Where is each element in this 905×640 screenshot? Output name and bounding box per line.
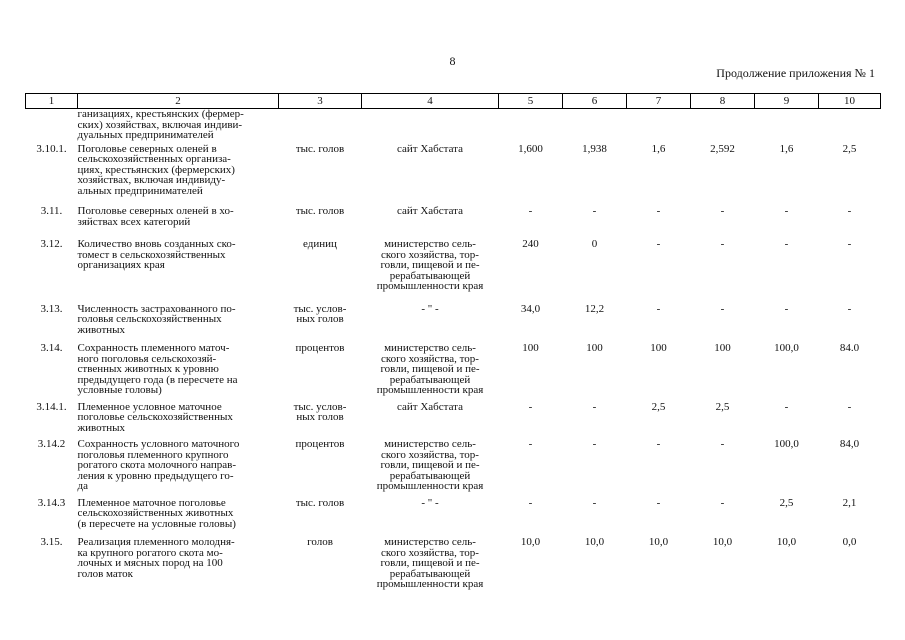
value-cell-text: 10,0 xyxy=(776,536,797,548)
value-cell-text: 10,0 xyxy=(712,536,733,548)
row-spacer xyxy=(26,292,881,304)
unit-text: единиц xyxy=(303,238,337,250)
value-cell xyxy=(563,144,627,197)
value-cell xyxy=(563,239,627,292)
value-cell-text: 240 xyxy=(522,238,539,250)
indicator-name-text: Сохранность племенного маточ- ного поголовья сельскохозяй- ственных животных к уровню предыдущего года (в пересчете на условные головы) xyxy=(77,342,238,396)
value-cell-text: - xyxy=(592,496,597,509)
unit-text: процентов xyxy=(295,438,345,450)
row-number xyxy=(26,109,78,141)
value-cell xyxy=(819,343,881,396)
value-cell-text: 2,1 xyxy=(842,496,857,509)
value-cell xyxy=(627,343,691,396)
indicator-name-text: ганизациях, крестьянских (фермер- ских) хозяйствах, включая индиви- дуальных предпринимателей xyxy=(77,108,244,141)
indicator-name xyxy=(78,498,279,530)
indicator-name xyxy=(78,304,279,336)
table-row xyxy=(26,206,881,227)
value-cell-text: 100 xyxy=(522,342,539,354)
value-cell-text: - xyxy=(847,302,852,315)
value-cell-text: 0,0 xyxy=(842,536,857,548)
value-cell xyxy=(627,144,691,197)
value-cell xyxy=(819,144,881,197)
row-number xyxy=(26,239,78,292)
source xyxy=(362,109,499,141)
value-cell xyxy=(691,144,755,197)
value-cell xyxy=(563,304,627,336)
value-cell-text: 2,5 xyxy=(651,400,666,413)
value-cell-text: 1,6 xyxy=(651,142,666,155)
value-cell-text: 2,5 xyxy=(715,400,730,413)
row-number-text: 3.14. xyxy=(40,342,63,354)
value-cell-text: - xyxy=(720,238,725,250)
value-cell xyxy=(627,109,691,141)
row-number xyxy=(26,206,78,227)
row-number-text: 3.14.1. xyxy=(36,400,67,413)
row-number-text: 3.14.2 xyxy=(37,438,66,450)
value-cell-text: 12,2 xyxy=(584,302,605,315)
column-header: 8 xyxy=(691,94,755,109)
source-text: министерство сель- ского хозяйства, тор- говли, пищевой и пе- рерабатывающей промышленности края xyxy=(376,536,484,590)
value-cell xyxy=(755,498,819,530)
value-cell-text: 2,5 xyxy=(779,496,794,509)
value-cell-text: - xyxy=(656,496,661,509)
row-number-text: 3.11. xyxy=(40,205,63,217)
value-cell-text: 100 xyxy=(714,342,731,354)
column-header: 2 xyxy=(78,94,279,109)
row-number-text: 3.13. xyxy=(40,302,63,315)
value-cell-text: 10,0 xyxy=(520,536,541,548)
table-row xyxy=(26,402,881,434)
value-cell-text: - xyxy=(528,400,533,413)
value-cell xyxy=(499,537,563,590)
source xyxy=(362,537,499,590)
value-cell-text: 100,0 xyxy=(774,438,799,450)
source xyxy=(362,239,499,292)
value-cell-text: - xyxy=(592,400,597,413)
value-cell xyxy=(691,239,755,292)
value-cell xyxy=(563,206,627,227)
value-cell xyxy=(563,343,627,396)
value-cell xyxy=(819,537,881,590)
value-cell-text: - xyxy=(592,438,597,450)
header-row xyxy=(26,94,881,109)
source-text: - " - xyxy=(421,302,439,315)
source xyxy=(362,144,499,197)
indicators-table xyxy=(25,93,881,590)
indicator-name-text: Племенное маточное поголовье сельскохозяйственных животных (в пересчете на условные головы) xyxy=(77,496,236,530)
source xyxy=(362,343,499,396)
indicator-name-text: Племенное условное маточное поголовье сельскохозяйственных животных xyxy=(77,400,233,434)
table-row xyxy=(26,304,881,336)
table-row xyxy=(26,343,881,396)
value-cell xyxy=(627,498,691,530)
value-cell xyxy=(691,206,755,227)
value-cell-text: - xyxy=(720,302,725,315)
value-cell-text: 84,0 xyxy=(839,438,860,450)
value-cell xyxy=(755,239,819,292)
value-cell xyxy=(755,537,819,590)
table-body xyxy=(26,109,881,590)
indicator-name-text: Количество вновь созданных ско- томест в сельскохозяйственных организациях края xyxy=(77,238,236,271)
source-text: сайт Хабстата xyxy=(396,205,463,217)
value-cell-text: - xyxy=(656,302,661,315)
value-cell xyxy=(755,144,819,197)
value-cell xyxy=(691,343,755,396)
value-cell xyxy=(563,402,627,434)
indicator-name-text: Численность застрахованного по- головья сельскохозяйственных животных xyxy=(77,302,236,336)
value-cell-text: - xyxy=(720,438,725,450)
source-text: министерство сель- ского хозяйства, тор- говли, пищевой и пе- рерабатывающей промышленности края xyxy=(376,238,484,292)
column-header: 9 xyxy=(755,94,819,109)
value-cell-text: 1,600 xyxy=(518,142,543,155)
value-cell-text: 34,0 xyxy=(520,302,541,315)
value-cell xyxy=(819,439,881,492)
unit xyxy=(279,537,362,590)
unit xyxy=(279,343,362,396)
value-cell xyxy=(563,498,627,530)
value-cell-text: - xyxy=(720,205,725,217)
unit xyxy=(279,144,362,197)
value-cell xyxy=(755,109,819,141)
value-cell xyxy=(755,402,819,434)
value-cell-text: 1,6 xyxy=(779,142,794,155)
value-cell xyxy=(499,239,563,292)
source xyxy=(362,498,499,530)
value-cell xyxy=(563,109,627,141)
indicator-name xyxy=(78,144,279,197)
value-cell xyxy=(691,498,755,530)
value-cell-text: - xyxy=(656,238,661,250)
value-cell xyxy=(499,498,563,530)
value-cell xyxy=(691,304,755,336)
value-cell-text: - xyxy=(528,438,533,450)
value-cell-text: 2,5 xyxy=(842,142,857,155)
unit xyxy=(279,402,362,434)
value-cell-text: - xyxy=(656,438,661,450)
value-cell xyxy=(627,206,691,227)
row-number xyxy=(26,304,78,336)
source xyxy=(362,439,499,492)
source-text: министерство сель- ского хозяйства, тор- говли, пищевой и пе- рерабатывающей промышленности края xyxy=(376,342,484,396)
value-cell xyxy=(499,304,563,336)
value-cell xyxy=(627,537,691,590)
column-header: 1 xyxy=(26,94,78,109)
indicator-name-text: Поголовье северных оленей в сельскохозяйственных организа- циях, крестьянских (фермерских) хозяйствах, включая индивиду- альных предпринимателей xyxy=(77,142,235,197)
spacer-cell xyxy=(26,292,881,304)
column-header: 10 xyxy=(819,94,881,109)
page-number: 8 xyxy=(449,54,456,68)
value-cell-text: 100,0 xyxy=(774,342,799,354)
value-cell xyxy=(627,402,691,434)
value-cell xyxy=(755,439,819,492)
value-cell xyxy=(819,206,881,227)
value-cell xyxy=(691,402,755,434)
indicator-name xyxy=(78,239,279,292)
row-number xyxy=(26,402,78,434)
column-header: 5 xyxy=(499,94,563,109)
indicator-name-text: Сохранность условного маточного поголовья племенного крупного рогатого скота молочного направ- ления к уровню предыдущего го- да xyxy=(77,438,240,492)
value-cell-text: 10,0 xyxy=(648,536,669,548)
value-cell-text: - xyxy=(784,302,789,315)
value-cell-text: - xyxy=(784,205,789,217)
value-cell xyxy=(819,402,881,434)
value-cell-text: - xyxy=(847,238,852,250)
column-header: 3 xyxy=(279,94,362,109)
value-cell xyxy=(499,206,563,227)
source xyxy=(362,402,499,434)
value-cell-text: - xyxy=(784,400,789,413)
unit xyxy=(279,109,362,141)
value-cell xyxy=(691,439,755,492)
value-cell xyxy=(627,239,691,292)
value-cell-text: - xyxy=(528,205,533,217)
indicator-name xyxy=(78,537,279,590)
value-cell-text: 2,592 xyxy=(710,142,735,155)
table-row xyxy=(26,239,881,292)
value-cell xyxy=(755,304,819,336)
column-header: 6 xyxy=(563,94,627,109)
source-text: сайт Хабстата xyxy=(396,142,463,155)
value-cell-text: 10,0 xyxy=(584,536,605,548)
value-cell xyxy=(819,498,881,530)
value-cell-text: - xyxy=(528,496,533,509)
indicator-name xyxy=(78,109,279,141)
row-number-text: 3.15. xyxy=(40,536,63,548)
value-cell-text: - xyxy=(784,238,789,250)
value-cell-text: 1,938 xyxy=(582,142,607,155)
value-cell xyxy=(563,537,627,590)
value-cell xyxy=(627,304,691,336)
value-cell xyxy=(755,206,819,227)
value-cell-text: - xyxy=(656,205,661,217)
source-text: - " - xyxy=(421,496,439,509)
unit-text: голов xyxy=(307,536,333,548)
source-text: министерство сель- ского хозяйства, тор- говли, пищевой и пе- рерабатывающей промышленности края xyxy=(376,438,484,492)
value-cell xyxy=(819,109,881,141)
value-cell xyxy=(691,537,755,590)
unit xyxy=(279,206,362,227)
value-cell-text: 84.0 xyxy=(839,342,860,354)
value-cell-text: 100 xyxy=(586,342,603,354)
source xyxy=(362,304,499,336)
indicator-name-text: Реализация племенного молодня- ка крупного рогатого скота мо- лочных и мясных пород на 100 голов маток xyxy=(77,536,235,580)
unit xyxy=(279,304,362,336)
unit xyxy=(279,239,362,292)
value-cell-text: - xyxy=(847,400,852,413)
table-row xyxy=(26,439,881,492)
row-number xyxy=(26,439,78,492)
row-number xyxy=(26,537,78,590)
row-number xyxy=(26,498,78,530)
indicator-name xyxy=(78,402,279,434)
indicator-name-text: Поголовье северных оленей в хо- зяйствах всех категорий xyxy=(77,205,234,228)
value-cell xyxy=(819,239,881,292)
table-row xyxy=(26,537,881,590)
value-cell-text: 0 xyxy=(591,238,598,250)
table-row xyxy=(26,144,881,197)
column-header: 7 xyxy=(627,94,691,109)
value-cell xyxy=(499,343,563,396)
unit-text: тыс. голов xyxy=(295,496,345,509)
unit-text: процентов xyxy=(295,342,345,354)
value-cell-text: - xyxy=(720,496,725,509)
value-cell xyxy=(499,144,563,197)
row-number xyxy=(26,144,78,197)
value-cell xyxy=(819,304,881,336)
value-cell xyxy=(499,402,563,434)
value-cell-text: - xyxy=(847,205,852,217)
continuation-label: Продолжение приложения № 1 xyxy=(716,66,875,80)
source xyxy=(362,206,499,227)
row-number xyxy=(26,343,78,396)
value-cell xyxy=(691,109,755,141)
unit-text: тыс. услов- ных голов xyxy=(293,302,347,325)
value-cell-text: - xyxy=(592,205,597,217)
value-cell-text: 100 xyxy=(650,342,667,354)
indicator-name xyxy=(78,439,279,492)
row-number-text: 3.12. xyxy=(40,238,63,250)
value-cell xyxy=(563,439,627,492)
value-cell xyxy=(627,439,691,492)
indicator-name xyxy=(78,343,279,396)
row-number-text: 3.10.1. xyxy=(36,142,67,155)
table-row xyxy=(26,109,881,141)
unit xyxy=(279,498,362,530)
value-cell xyxy=(499,439,563,492)
unit xyxy=(279,439,362,492)
unit-text: тыс. услов- ных голов xyxy=(293,400,347,423)
row-number-text: 3.14.3 xyxy=(37,496,66,509)
value-cell xyxy=(499,109,563,141)
value-cell xyxy=(755,343,819,396)
source-text: сайт Хабстата xyxy=(396,400,463,413)
indicator-name xyxy=(78,206,279,227)
table-row xyxy=(26,498,881,530)
unit-text: тыс. голов xyxy=(295,205,345,217)
column-header: 4 xyxy=(362,94,499,109)
unit-text: тыс. голов xyxy=(295,142,345,155)
